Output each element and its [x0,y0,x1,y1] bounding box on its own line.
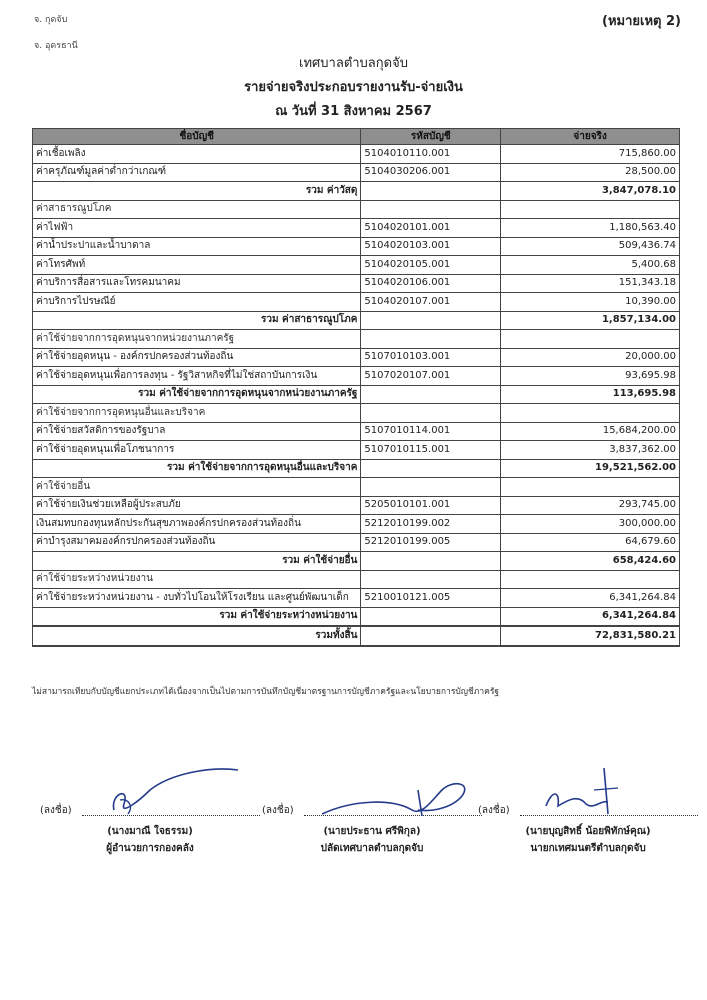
title-block [0,52,707,124]
section-row [33,404,680,423]
cell-account-name: รวม ค่าสาธารณูปโภค [33,311,361,330]
cell-account-code [361,311,501,330]
cell-account-name: รวม ค่าใช้จ่ายอื่น [33,552,361,571]
cell-account-code: 5212010199.005 [361,533,501,552]
table-body [33,145,680,646]
cell-account-name: ค่าใช้จ่ายเงินช่วยเหลือผู้ประสบภัย [33,496,361,515]
cell-account-name: ค่าใช้จ่ายอุดหนุนเพื่อโภชนาการ [33,441,361,460]
handwritten-signature-1 [100,760,250,818]
table-header-row [33,129,680,145]
table-row [33,145,680,164]
cell-account-name: รวม ค่าวัสดุ [33,182,361,201]
cell-account-name: ค่าเชื้อเพลิง [33,145,361,164]
expense-table [32,128,680,647]
cell-account-code: 5107010115.001 [361,441,501,460]
table-row [33,219,680,238]
subtotal-row [33,552,680,571]
cell-account-code [361,459,501,478]
table-row [33,589,680,608]
report-title: รายจ่ายจริงประกอบรายงานรับ-จ่ายเงิน [244,80,463,95]
cell-account-name: ค่าใช้จ่ายอื่น [33,478,361,497]
report-date: ณ วันที่ 31 สิงหาคม 2567 [275,104,432,119]
grand-total-row [33,626,680,646]
signature-line [478,760,698,818]
cell-account-name: ค่าไฟฟ้า [33,219,361,238]
cell-account-code [361,385,501,404]
cell-account-code [361,200,501,219]
subtotal-row [33,607,680,626]
cell-account-name: รวมทั้งสิ้น [33,626,361,646]
cell-account-code [361,182,501,201]
cell-actual-paid [501,330,680,349]
cell-actual-paid: 28,500.00 [501,163,680,182]
cell-account-name: ค่าใช้จ่ายจากการอุดหนุนจากหน่วยงานภาครัฐ [33,330,361,349]
cell-actual-paid: 658,424.60 [501,552,680,571]
cell-account-name: ค่าใช้จ่ายระหว่างหน่วยงาน - งบทั่วไปโอนให้โรงเรียน และศูนย์พัฒนาเด็ก [33,589,361,608]
table-row [33,163,680,182]
section-row [33,200,680,219]
cell-account-code [361,478,501,497]
cell-actual-paid: 113,695.98 [501,385,680,404]
cell-account-code: 5104020101.001 [361,219,501,238]
cell-account-code: 5212010199.002 [361,515,501,534]
cell-actual-paid: 10,390.00 [501,293,680,312]
cell-actual-paid: 300,000.00 [501,515,680,534]
cell-account-code: 5107020107.001 [361,367,501,386]
cell-account-name: เงินสมทบกองทุนหลักประกันสุขภาพองค์กรปกครองส่วนท้องถิ่น [33,515,361,534]
cell-account-code [361,570,501,589]
org-title: เทศบาลตำบลกุดจับ [299,56,408,71]
col-header-account-name: ชื่อบัญชี [33,129,361,145]
signature-line [40,760,260,818]
table-row [33,237,680,256]
cell-actual-paid: 72,831,580.21 [501,626,680,646]
table-row [33,293,680,312]
sign-prefix: (ลงชื่อ) [262,805,294,816]
cell-actual-paid: 3,837,362.00 [501,441,680,460]
cell-actual-paid: 6,341,264.84 [501,607,680,626]
cell-account-code: 5104020103.001 [361,237,501,256]
cell-account-code [361,404,501,423]
cell-account-name: ค่าบริการไปรษณีย์ [33,293,361,312]
footnote: ไม่สามารถเทียบกับบัญชีแยกประเภทได้เนื่องจากเป็นไปตามการบันทึกบัญชีมาตรฐานการบัญชีภาครัฐและนโยบายการบัญชีภาครัฐ [32,687,500,697]
section-row [33,330,680,349]
signature-block-finance [40,760,260,856]
sign-prefix: (ลงชื่อ) [478,805,510,816]
header-province: จ. อุดรธานี [34,41,78,51]
cell-account-name: ค่าบำรุงสมาคมองค์กรปกครองส่วนท้องถิ่น [33,533,361,552]
cell-actual-paid: 15,684,200.00 [501,422,680,441]
cell-account-name: ค่าบริการสื่อสารและโทรคมนาคม [33,274,361,293]
subtotal-row [33,311,680,330]
cell-account-code [361,607,501,626]
cell-account-name: ค่าใช้จ่ายอุดหนุนเพื่อการลงทุน - รัฐวิสาหกิจที่ไม่ใช่สถาบันการเงิน [33,367,361,386]
table-row [33,533,680,552]
cell-actual-paid: 64,679.60 [501,533,680,552]
sign-prefix: (ลงชื่อ) [40,805,72,816]
cell-account-code [361,626,501,646]
cell-actual-paid: 20,000.00 [501,348,680,367]
signer-position: ผู้อำนวยการกองคลัง [106,843,194,854]
cell-account-name: ค่าใช้จ่ายสวัสดิการของรัฐบาล [33,422,361,441]
table-row [33,515,680,534]
cell-account-name: รวม ค่าใช้จ่ายจากการอุดหนุนอื่นและบริจาค [33,459,361,478]
cell-account-code [361,552,501,571]
cell-account-name: รวม ค่าใช้จ่ายจากการอุดหนุนจากหน่วยงานภาครัฐ [33,385,361,404]
cell-account-name: ค่าน้ำประปาและน้ำบาดาล [33,237,361,256]
cell-account-code: 5104020106.001 [361,274,501,293]
subtotal-row [33,182,680,201]
cell-actual-paid: 1,180,563.40 [501,219,680,238]
header-district: จ. กุดจับ [34,15,68,25]
note-reference: (หมายเหตุ 2) [602,14,681,29]
handwritten-signature-3 [538,760,668,818]
signature-line [262,760,482,818]
cell-account-code: 5210010121.005 [361,589,501,608]
col-header-actual-paid: จ่ายจริง [501,129,680,145]
signer-name: (นายบุญสิทธิ์ น้อยพิทักษ์คุณ) [525,826,651,837]
cell-account-name: ค่าใช้จ่ายระหว่างหน่วยงาน [33,570,361,589]
signature-block-mayor [478,760,698,856]
cell-actual-paid [501,200,680,219]
handwritten-signature-2 [322,760,472,818]
cell-account-code: 5104010110.001 [361,145,501,164]
signer-name: (นายประธาน ศรีพิกุล) [323,826,421,837]
cell-account-code: 5104020107.001 [361,293,501,312]
signer-position: ปลัดเทศบาลตำบลกุดจับ [320,843,424,854]
cell-actual-paid [501,404,680,423]
cell-account-code: 5107010103.001 [361,348,501,367]
cell-actual-paid [501,478,680,497]
cell-actual-paid: 509,436.74 [501,237,680,256]
cell-actual-paid: 715,860.00 [501,145,680,164]
cell-actual-paid: 151,343.18 [501,274,680,293]
table-row [33,274,680,293]
signer-position: นายกเทศมนตรีตำบลกุดจับ [530,843,646,854]
cell-account-name: ค่าใช้จ่ายอุดหนุน - องค์กรปกครองส่วนท้องถิ่น [33,348,361,367]
cell-actual-paid: 19,521,562.00 [501,459,680,478]
signature-block-clerk [262,760,482,856]
cell-account-code: 5104030206.001 [361,163,501,182]
cell-account-code [361,330,501,349]
cell-account-name: ค่าใช้จ่ายจากการอุดหนุนอื่นและบริจาค [33,404,361,423]
table-row [33,367,680,386]
cell-account-name: ค่าครุภัณฑ์มูลค่าต่ำกว่าเกณฑ์ [33,163,361,182]
cell-actual-paid: 6,341,264.84 [501,589,680,608]
cell-account-name: ค่าโทรศัพท์ [33,256,361,275]
cell-actual-paid: 5,400.68 [501,256,680,275]
cell-account-name: ค่าสาธารณูปโภค [33,200,361,219]
subtotal-row [33,385,680,404]
section-row [33,570,680,589]
cell-actual-paid [501,570,680,589]
cell-account-code: 5104020105.001 [361,256,501,275]
table-row [33,256,680,275]
table-row [33,422,680,441]
section-row [33,478,680,497]
signer-name: (นางมาณี ใจธรรม) [107,826,193,837]
table-row [33,441,680,460]
cell-account-name: รวม ค่าใช้จ่ายระหว่างหน่วยงาน [33,607,361,626]
cell-account-code: 5205010101.001 [361,496,501,515]
table-row [33,496,680,515]
col-header-account-code: รหัสบัญชี [361,129,501,145]
cell-actual-paid: 93,695.98 [501,367,680,386]
cell-actual-paid: 293,745.00 [501,496,680,515]
table-row [33,348,680,367]
cell-actual-paid: 3,847,078.10 [501,182,680,201]
cell-actual-paid: 1,857,134.00 [501,311,680,330]
subtotal-row [33,459,680,478]
cell-account-code: 5107010114.001 [361,422,501,441]
